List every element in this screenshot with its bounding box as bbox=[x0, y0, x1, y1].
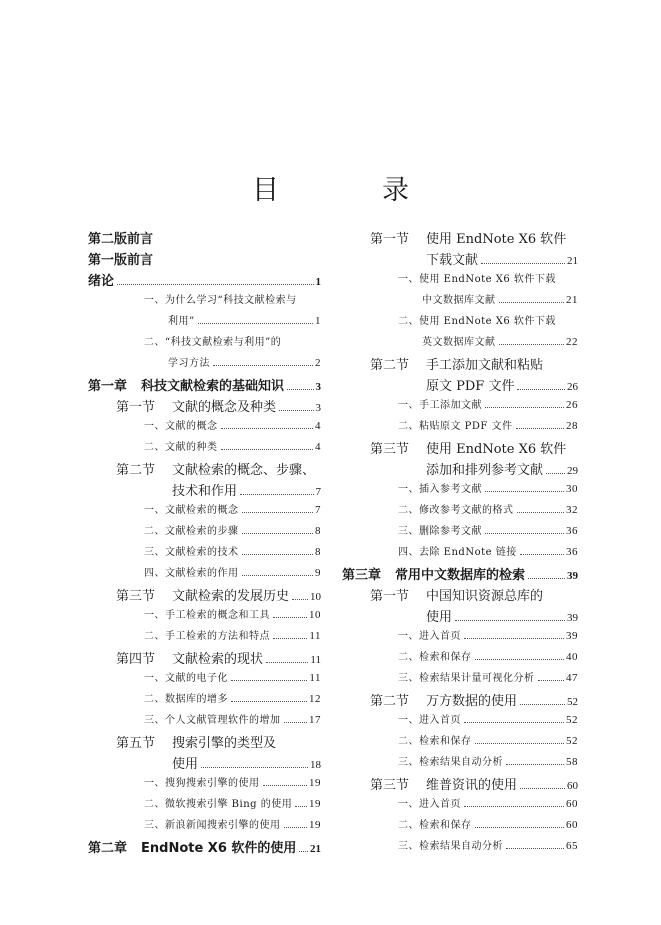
toc-entry-title: 一、文献检索的概念 bbox=[144, 505, 239, 516]
toc-page-number: 11 bbox=[309, 630, 321, 642]
dot-leader bbox=[295, 806, 307, 807]
dot-leader bbox=[499, 344, 565, 345]
dot-leader bbox=[517, 512, 565, 513]
toc-entry bbox=[88, 291, 321, 312]
dot-leader bbox=[242, 554, 314, 555]
toc-page-number: 39 bbox=[566, 630, 578, 642]
dot-leader bbox=[506, 848, 564, 849]
toc-page-number: 36 bbox=[566, 546, 578, 558]
toc-page-number: 3 bbox=[315, 402, 321, 414]
toc-page-number: 60 bbox=[567, 780, 578, 792]
toc-entry-title: 学习方法 bbox=[168, 358, 210, 369]
toc-entry bbox=[88, 459, 321, 480]
toc-entry bbox=[342, 711, 578, 732]
toc-entry bbox=[342, 417, 578, 438]
toc-entry-title: 三、新浪新闻搜索引擎的使用 bbox=[144, 820, 281, 831]
toc-entry bbox=[342, 837, 578, 858]
toc-entry bbox=[88, 417, 321, 438]
toc-entry-number: 第二节 bbox=[370, 694, 410, 709]
toc-entry bbox=[88, 249, 321, 270]
toc-entry bbox=[342, 732, 578, 753]
toc-entry-title: 一、为什么学习“科技文献检索与 bbox=[144, 295, 297, 306]
dot-leader bbox=[485, 491, 564, 492]
toc-entry bbox=[88, 228, 321, 249]
toc-entry-title: 原文 PDF 文件 bbox=[426, 379, 515, 394]
dot-leader bbox=[263, 785, 308, 786]
toc-entry-title: 二、手工检索的方法和特点 bbox=[144, 631, 270, 642]
dot-leader bbox=[485, 407, 564, 408]
toc-entry-title: 绪论 bbox=[88, 274, 115, 289]
toc-page-number: 36 bbox=[566, 525, 578, 537]
toc-entry bbox=[88, 438, 321, 459]
toc-page-number: 26 bbox=[567, 381, 578, 393]
toc-page-number: 18 bbox=[310, 759, 321, 771]
toc-page-number: 52 bbox=[566, 714, 578, 726]
toc-entry bbox=[88, 690, 321, 711]
toc-entry bbox=[88, 543, 321, 564]
toc-entry-title: EndNote X6 软件的使用 bbox=[141, 841, 297, 856]
toc-entry bbox=[88, 711, 321, 732]
toc-entry bbox=[342, 291, 578, 312]
dot-leader bbox=[221, 428, 314, 429]
toc-entry-title: 二、粘贴原文 PDF 文件 bbox=[398, 421, 513, 432]
toc-page-number: 28 bbox=[566, 420, 578, 432]
toc-entry bbox=[88, 753, 321, 774]
toc-page-number: 11 bbox=[309, 672, 321, 684]
toc-page-number: 19 bbox=[309, 777, 321, 789]
toc-page-number: 21 bbox=[567, 255, 578, 267]
dot-leader bbox=[240, 494, 313, 495]
toc-entry-title: 利用” bbox=[168, 316, 195, 327]
dot-leader bbox=[455, 620, 565, 621]
dot-leader bbox=[520, 704, 565, 705]
dot-leader bbox=[546, 473, 565, 474]
dot-leader bbox=[242, 533, 314, 534]
dot-leader bbox=[273, 617, 307, 618]
toc-page-number: 11 bbox=[310, 654, 321, 666]
toc-entry bbox=[88, 627, 321, 648]
toc-entry-title: 一、使用 EndNote X6 软件下载 bbox=[398, 274, 556, 285]
toc-page-number: 21 bbox=[566, 294, 578, 306]
toc-entry-title: 手工添加文献和粘贴 bbox=[426, 358, 544, 373]
toc-entry bbox=[88, 732, 321, 753]
toc-entry-number: 第一章 bbox=[88, 379, 128, 394]
toc-entry bbox=[342, 270, 578, 291]
toc-entry bbox=[342, 564, 578, 585]
dot-leader bbox=[242, 512, 314, 513]
toc-entry-title: 二、使用 EndNote X6 软件下载 bbox=[398, 316, 556, 327]
dot-leader bbox=[117, 284, 313, 285]
dot-leader bbox=[266, 662, 308, 663]
toc-entry-number: 第二节 bbox=[116, 463, 156, 478]
toc-entry-title: 二、微软搜索引擎 Bing 的使用 bbox=[144, 799, 293, 810]
toc-entry bbox=[342, 753, 578, 774]
toc-entry-title: 使用 bbox=[426, 610, 453, 625]
toc-entry-title: 一、手工添加文献 bbox=[398, 400, 482, 411]
dot-leader bbox=[284, 827, 308, 828]
toc-entry bbox=[88, 816, 321, 837]
toc-entry-title: 一、搜狗搜索引擎的使用 bbox=[144, 778, 260, 789]
toc-entry bbox=[88, 795, 321, 816]
toc-entry bbox=[342, 522, 578, 543]
dot-leader bbox=[279, 410, 313, 411]
toc-entry-title: 维普资讯的使用 bbox=[426, 778, 518, 793]
toc-entry-title: 一、进入首页 bbox=[398, 799, 461, 810]
toc-entry bbox=[342, 501, 578, 522]
toc-entry-title: 二、“科技文献检索与利用”的 bbox=[144, 337, 282, 348]
toc-entry-title: 文献检索的发展历史 bbox=[172, 589, 290, 604]
toc-entry-title: 二、文献的种类 bbox=[144, 442, 218, 453]
toc-entry bbox=[342, 249, 578, 270]
dot-leader bbox=[499, 302, 565, 303]
toc-page-number: 21 bbox=[310, 843, 321, 855]
toc-entry bbox=[342, 333, 578, 354]
toc-entry bbox=[342, 228, 578, 249]
toc-entry-title: 三、文献检索的技术 bbox=[144, 547, 239, 558]
toc-page-number: 7 bbox=[315, 486, 321, 498]
toc-entry bbox=[342, 312, 578, 333]
toc-page-number: 9 bbox=[315, 567, 321, 579]
dot-leader bbox=[528, 578, 565, 579]
toc-page-number: 2 bbox=[315, 357, 321, 369]
dot-leader bbox=[221, 449, 314, 450]
toc-entry-title: 四、文献检索的作用 bbox=[144, 568, 239, 579]
toc-entry bbox=[88, 585, 321, 606]
dot-leader bbox=[475, 827, 565, 828]
toc-entry bbox=[88, 375, 321, 396]
toc-entry bbox=[88, 333, 321, 354]
toc-entry-number: 第三节 bbox=[116, 589, 156, 604]
toc-entry-title: 三、个人文献管理软件的增加 bbox=[144, 715, 281, 726]
toc-entry-title: 技术和作用 bbox=[172, 484, 238, 499]
toc-entry-title: 二、检索和保存 bbox=[398, 736, 472, 747]
toc-entry-title: 中文数据库文献 bbox=[422, 295, 496, 306]
toc-page-number: 17 bbox=[309, 714, 321, 726]
toc-entry bbox=[342, 690, 578, 711]
dot-leader bbox=[464, 722, 564, 723]
toc-page-number: 10 bbox=[310, 591, 321, 603]
toc-entry-title: 一、文献的电子化 bbox=[144, 673, 228, 684]
dot-leader bbox=[520, 788, 565, 789]
toc-entry-title: 第二版前言 bbox=[88, 232, 154, 247]
dot-leader bbox=[287, 389, 313, 390]
toc-entry bbox=[342, 480, 578, 501]
toc-entry-title: 文献的概念及种类 bbox=[172, 400, 277, 415]
toc-entry bbox=[342, 375, 578, 396]
toc-entry bbox=[88, 270, 321, 291]
toc-entry bbox=[88, 669, 321, 690]
toc-entry bbox=[88, 480, 321, 501]
toc-entry bbox=[342, 438, 578, 459]
toc-entry bbox=[88, 606, 321, 627]
toc-page-number: 60 bbox=[566, 819, 578, 831]
toc-page-number: 52 bbox=[566, 735, 578, 747]
toc-entry-title: 科技文献检索的基础知识 bbox=[141, 379, 285, 394]
toc-page-number: 12 bbox=[309, 693, 321, 705]
toc-entry-title: 一、文献的概念 bbox=[144, 421, 218, 432]
toc-entry-title: 三、检索结果自动分析 bbox=[398, 757, 503, 768]
toc-entry-title: 文献检索的现状 bbox=[172, 652, 264, 667]
dot-leader bbox=[292, 599, 308, 600]
dot-leader bbox=[299, 851, 308, 852]
toc-entry-number: 第三章 bbox=[342, 568, 382, 583]
dot-leader bbox=[213, 365, 313, 366]
dot-leader bbox=[506, 764, 564, 765]
toc-page-number: 65 bbox=[566, 840, 578, 852]
dot-leader bbox=[273, 638, 307, 639]
dot-leader bbox=[538, 680, 565, 681]
toc-entry-title: 常用中文数据库的检索 bbox=[395, 568, 526, 583]
toc-entry-number: 第二章 bbox=[88, 841, 128, 856]
toc-entry-title: 二、检索和保存 bbox=[398, 652, 472, 663]
toc-entry bbox=[342, 543, 578, 564]
toc-entry-number: 第三节 bbox=[370, 778, 410, 793]
toc-page-number: 39 bbox=[567, 570, 578, 582]
toc-entry bbox=[88, 396, 321, 417]
dot-leader bbox=[475, 743, 565, 744]
toc-page-number: 30 bbox=[566, 483, 578, 495]
toc-entry bbox=[342, 627, 578, 648]
dot-leader bbox=[481, 263, 565, 264]
toc-entry bbox=[88, 648, 321, 669]
toc-entry-title: 使用 EndNote X6 软件 bbox=[426, 232, 567, 247]
dot-leader bbox=[517, 389, 565, 390]
toc-entry-title: 三、删除参考文献 bbox=[398, 526, 482, 537]
toc-entry-title: 一、进入首页 bbox=[398, 715, 461, 726]
toc-entry-title: 使用 EndNote X6 软件 bbox=[426, 442, 567, 457]
toc-page-number: 58 bbox=[566, 756, 578, 768]
dot-leader bbox=[464, 806, 564, 807]
toc-page-number: 19 bbox=[309, 798, 321, 810]
toc-entry-title: 一、手工检索的概念和工具 bbox=[144, 610, 270, 621]
toc-entry-title: 四、去除 EndNote 链接 bbox=[398, 547, 517, 558]
toc-entry bbox=[342, 816, 578, 837]
toc-entry bbox=[88, 522, 321, 543]
toc-entry-number: 第一节 bbox=[370, 232, 410, 247]
toc-entry-number: 第五节 bbox=[116, 736, 156, 751]
toc-page-number: 29 bbox=[567, 465, 578, 477]
toc-entry-title: 添加和排列参考文献 bbox=[426, 463, 544, 478]
page-title: 目 录 bbox=[252, 175, 447, 206]
toc-entry bbox=[88, 774, 321, 795]
toc-entry-title: 三、检索结果计量可视化分析 bbox=[398, 673, 535, 684]
toc-entry bbox=[342, 606, 578, 627]
dot-leader bbox=[516, 428, 564, 429]
toc-page-number: 19 bbox=[309, 819, 321, 831]
toc-page-number: 47 bbox=[566, 672, 578, 684]
toc-page-number: 7 bbox=[315, 504, 321, 516]
dot-leader bbox=[231, 680, 307, 681]
toc-page-number: 3 bbox=[315, 381, 321, 393]
toc-page-number: 1 bbox=[315, 276, 321, 288]
toc-page-number: 4 bbox=[315, 420, 321, 432]
dot-leader bbox=[464, 638, 564, 639]
toc-entry bbox=[342, 774, 578, 795]
toc-page-number: 60 bbox=[566, 798, 578, 810]
toc-entry bbox=[88, 312, 321, 333]
toc-entry-title: 搜索引擎的类型及 bbox=[172, 736, 277, 751]
toc-entry bbox=[88, 501, 321, 522]
toc-entry bbox=[88, 354, 321, 375]
dot-leader bbox=[231, 701, 307, 702]
toc-page-number: 4 bbox=[315, 441, 321, 453]
toc-page-number: 10 bbox=[309, 609, 321, 621]
toc-entry-title: 一、进入首页 bbox=[398, 631, 461, 642]
toc-entry bbox=[88, 837, 321, 858]
toc-entry-title: 第一版前言 bbox=[88, 253, 154, 268]
toc-entry-number: 第一节 bbox=[370, 589, 410, 604]
toc-entry bbox=[342, 648, 578, 669]
toc-page-number: 8 bbox=[315, 525, 321, 537]
toc-entry-title: 使用 bbox=[172, 757, 199, 772]
toc-right-column bbox=[342, 228, 578, 858]
toc-entry bbox=[88, 564, 321, 585]
toc-entry-number: 第二节 bbox=[370, 358, 410, 373]
toc-entry-title: 英文数据库文献 bbox=[422, 337, 496, 348]
toc-entry-title: 三、检索结果自动分析 bbox=[398, 841, 503, 852]
toc-entry-title: 二、数据库的增多 bbox=[144, 694, 228, 705]
dot-leader bbox=[201, 767, 308, 768]
toc-entry-title: 中国知识资源总库的 bbox=[426, 589, 544, 604]
toc-page-number: 52 bbox=[567, 696, 578, 708]
toc-entry-number: 第三节 bbox=[370, 442, 410, 457]
toc-entry-title: 一、插入参考文献 bbox=[398, 484, 482, 495]
toc-entry bbox=[342, 795, 578, 816]
toc-page-number: 40 bbox=[566, 651, 578, 663]
toc-entry bbox=[342, 354, 578, 375]
dot-leader bbox=[475, 659, 565, 660]
dot-leader bbox=[485, 533, 564, 534]
dot-leader bbox=[198, 323, 313, 324]
toc-entry-title: 下载文献 bbox=[426, 253, 479, 268]
toc-entry-number: 第四节 bbox=[116, 652, 156, 667]
toc-entry-title: 文献检索的概念、步骤、 bbox=[172, 463, 316, 478]
toc-page-number: 39 bbox=[567, 612, 578, 624]
toc-entry-title: 二、修改参考文献的格式 bbox=[398, 505, 514, 516]
toc-page-number: 26 bbox=[566, 399, 578, 411]
toc-entry bbox=[342, 459, 578, 480]
dot-leader bbox=[520, 554, 564, 555]
toc-entry-title: 万方数据的使用 bbox=[426, 694, 518, 709]
toc-left-column bbox=[88, 228, 321, 858]
dot-leader bbox=[284, 722, 308, 723]
toc-page-number: 1 bbox=[315, 315, 321, 327]
dot-leader bbox=[242, 575, 314, 576]
toc-page-number: 22 bbox=[566, 336, 578, 348]
toc-entry bbox=[342, 396, 578, 417]
toc-entry-title: 二、文献检索的步骤 bbox=[144, 526, 239, 537]
toc-page-number: 8 bbox=[315, 546, 321, 558]
toc-entry bbox=[342, 585, 578, 606]
toc-entry bbox=[342, 669, 578, 690]
toc-page-number: 32 bbox=[566, 504, 578, 516]
toc-entry-title: 二、检索和保存 bbox=[398, 820, 472, 831]
toc-entry-number: 第一节 bbox=[116, 400, 156, 415]
